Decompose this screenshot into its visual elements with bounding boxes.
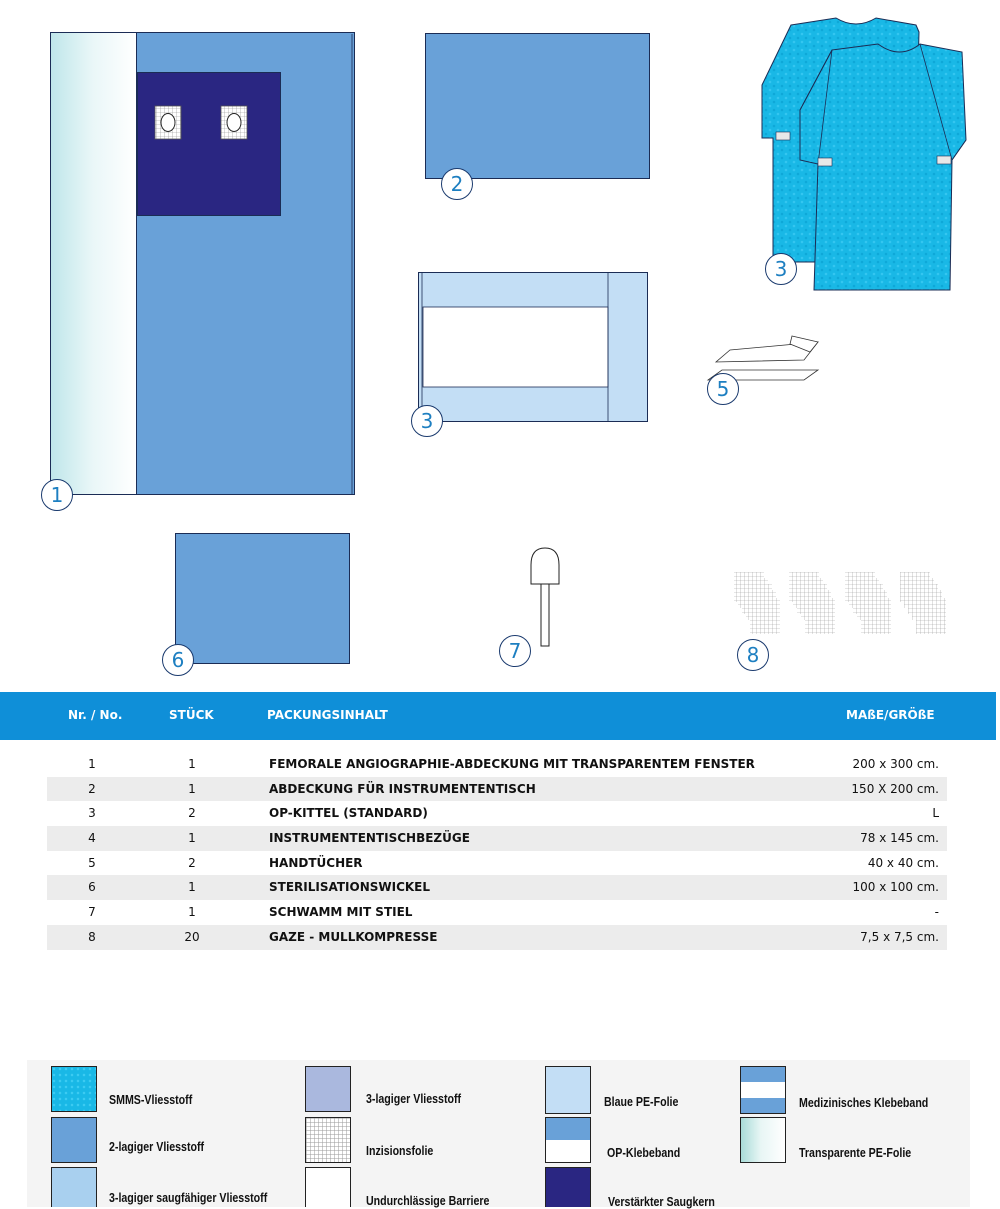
cell-size: 200 x 300 cm.	[852, 757, 939, 771]
header-nr: Nr. / No.	[68, 708, 123, 722]
swatch-3-layer-absorbent	[51, 1167, 97, 1207]
cell-size: 78 x 145 cm.	[860, 831, 939, 846]
table-row	[47, 801, 947, 826]
legend-label-reinforced-core: Verstärkter Saugkern	[608, 1195, 715, 1209]
cell-name: SCHWAMM MIT STIEL	[269, 905, 413, 920]
swatch-medical-tape	[740, 1066, 786, 1114]
swatch-incision-film	[305, 1117, 351, 1163]
instrument-table-drape	[426, 34, 650, 179]
header-masse: MAßE/GRÖßE	[846, 708, 935, 722]
legend-label-smms: SMMS-Vliesstoff	[109, 1093, 193, 1107]
cell-name: OP-KITTEL (STANDARD)	[269, 806, 428, 821]
cell-qty: 1	[188, 781, 196, 796]
item-label-1: 1	[41, 479, 73, 511]
item-label-7: 7	[499, 635, 531, 667]
cell-nr: 8	[88, 929, 96, 944]
cell-size: 40 x 40 cm.	[867, 855, 939, 870]
legend-label-3-layer-absorbent: 3-lagiger saugfähiger Vliesstoff	[109, 1191, 268, 1205]
cell-nr: 6	[88, 880, 96, 895]
legend-label-impervious-barrier: Undurchlässige Barriere	[366, 1194, 490, 1208]
cell-name: STERILISATIONSWICKEL	[269, 880, 431, 895]
item-label-3-gown: 3	[765, 253, 797, 285]
cell-size: L	[932, 806, 939, 821]
cell-qty: 1	[188, 831, 196, 846]
cell-nr: 3	[88, 806, 96, 821]
contents-table	[47, 752, 947, 950]
cell-name: HANDTÜCHER	[269, 855, 363, 870]
item-label-8: 8	[737, 639, 769, 671]
mayo-stand-cover	[419, 272, 648, 422]
cell-name: INSTRUMENTENTISCHBEZÜGE	[269, 831, 470, 846]
table-row	[47, 826, 947, 851]
sponge-stick	[531, 548, 559, 646]
cell-nr: 5	[88, 855, 96, 870]
cell-size: 100 x 100 cm.	[852, 880, 939, 895]
table-row	[47, 925, 947, 950]
legend-label-transparent-pe-foil: Transparente PE-Folie	[799, 1146, 912, 1160]
gauze-compresses	[734, 572, 946, 634]
drape-femoral-angiography	[51, 33, 355, 495]
cell-qty: 1	[188, 905, 196, 920]
cell-size: 7,5 x 7,5 cm.	[860, 929, 939, 944]
cell-name: GAZE - MULLKOMPRESSE	[269, 929, 438, 944]
swatch-blue-pe-foil	[545, 1066, 591, 1114]
cell-size: -	[934, 905, 939, 920]
table-row	[47, 875, 947, 900]
table-row	[47, 777, 947, 802]
legend-label-2-layer: 2-lagiger Vliesstoff	[109, 1140, 205, 1154]
header-packungsinhalt: PACKUNGSINHALT	[267, 708, 388, 722]
item-label-2: 2	[441, 168, 473, 200]
swatch-transparent-pe-foil	[740, 1117, 786, 1163]
swatch-op-tape	[545, 1117, 591, 1163]
cell-size: 150 X 200 cm.	[851, 781, 939, 796]
table-header	[0, 692, 996, 740]
item-label-3-table: 3	[411, 405, 443, 437]
cell-nr: 7	[88, 905, 96, 920]
cell-qty: 2	[188, 806, 196, 821]
swatch-impervious-barrier	[305, 1167, 351, 1207]
material-legend	[27, 1060, 970, 1207]
cell-nr: 4	[88, 831, 96, 846]
legend-label-3-layer: 3-lagiger Vliesstoff	[366, 1092, 462, 1106]
item-label-5: 5	[707, 373, 739, 405]
table-row	[47, 900, 947, 925]
cell-qty: 2	[188, 855, 196, 870]
swatch-reinforced-core	[545, 1167, 591, 1207]
cell-qty: 1	[188, 880, 196, 895]
sterilization-wrap	[176, 534, 350, 664]
legend-label-incision-film: Inzisionsfolie	[366, 1144, 434, 1158]
swatch-3-layer	[305, 1066, 351, 1112]
table-row	[47, 851, 947, 876]
surgical-gowns	[762, 18, 966, 290]
swatch-2-layer	[51, 1117, 97, 1163]
legend-label-medical-tape: Medizinisches Klebeband	[799, 1096, 929, 1110]
table-row	[47, 752, 947, 777]
cell-nr: 1	[88, 757, 96, 771]
cell-qty: 1	[188, 757, 196, 771]
swatch-smms	[51, 1066, 97, 1112]
cell-name: FEMORALE ANGIOGRAPHIE-ABDECKUNG MIT TRANSPARENTEM FENSTER	[269, 757, 755, 771]
cell-qty: 20	[184, 929, 200, 944]
legend-label-op-tape: OP-Klebeband	[607, 1146, 681, 1160]
cell-name: ABDECKUNG FÜR INSTRUMENTENTISCH	[269, 781, 536, 796]
header-stueck: STÜCK	[169, 708, 214, 722]
legend-label-blue-pe-foil: Blaue PE-Folie	[604, 1095, 679, 1109]
item-label-6: 6	[162, 644, 194, 676]
cell-nr: 2	[88, 781, 96, 796]
